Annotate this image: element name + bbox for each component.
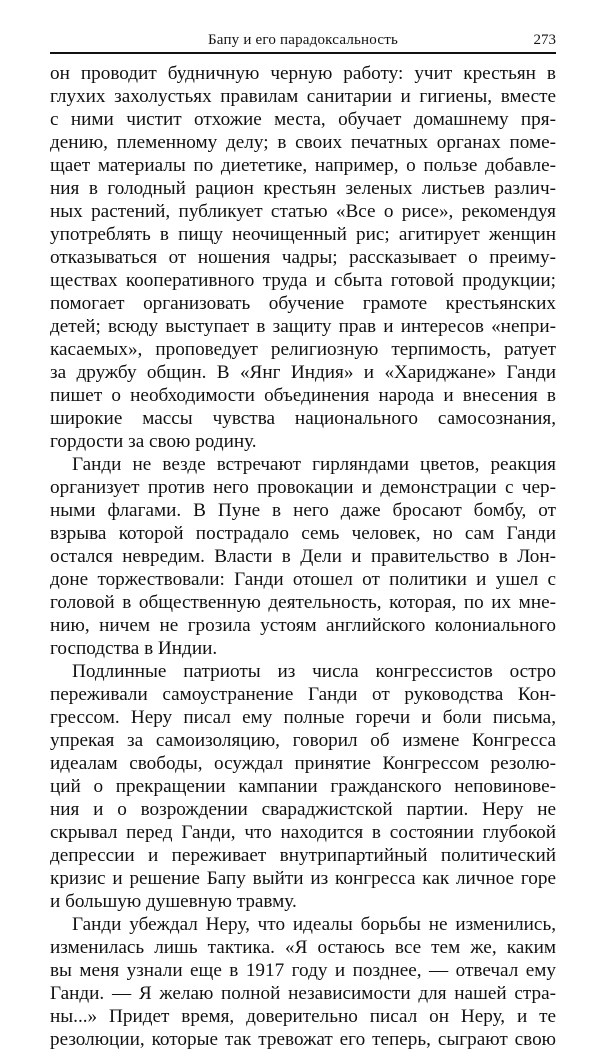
- text-line: вы меня узнали еще в 1917 году и позднее, — отвечал ему: [50, 960, 556, 981]
- text-line: депрессии и переживает внутрипартийный политический: [50, 845, 556, 866]
- text-line: кризис и решение Бапу выйти из конгресса как личное горе: [50, 868, 556, 889]
- paragraph: [50, 660, 556, 913]
- text-line: ществах кооперативного труда и сбыта готовой продукции;: [50, 270, 556, 291]
- text-line: ны...» Придет время, доверительно писал он Неру, и те: [50, 1006, 556, 1027]
- text-line: доне торжествовали: Ганди отошел от политики и ушел с: [50, 569, 556, 590]
- text-line: ния в голодный рацион крестьян зеленых листьев различ-: [50, 178, 556, 199]
- text-line: Ганди. — Я желаю полной независимости для нашей стра-: [50, 983, 556, 1004]
- paragraph: [50, 913, 556, 1051]
- text-line: взрыва которой пострадало семь человек, но сам Ганди: [50, 523, 556, 544]
- text-line: нию, ничем не грозила устоям английского колониального: [50, 615, 556, 636]
- text-line: гордости за свою родину.: [50, 431, 257, 452]
- text-line: Ганди убеждал Неру, что идеалы борьбы не изменились,: [72, 914, 556, 935]
- paragraph: [50, 453, 556, 660]
- text-line: помогает организовать обучение грамоте крестьянских: [50, 293, 556, 314]
- text-line: Ганди не везде встречают гирляндами цветов, реакция: [72, 454, 556, 475]
- text-line: грессом. Неру писал ему полные горечи и боли письма,: [50, 707, 556, 728]
- text-line: Подлинные патриоты из числа конгрессистов остро: [72, 661, 556, 682]
- page-number: 273: [533, 32, 556, 48]
- text-line: изменилась лишь тактика. «Я остаюсь все тем же, каким: [50, 937, 556, 958]
- text-line: переживали самоустранение Ганди от руководства Кон-: [50, 684, 556, 705]
- text-line: организует против него провокации и демонстрации с чер-: [50, 477, 556, 498]
- body-text: [50, 62, 556, 1051]
- text-line: глухих захолустьях правилам санитарии и гигиены, вместе: [50, 86, 556, 107]
- text-line: идеалам свободы, осуждал принятие Конгрессом резолю-: [50, 753, 556, 774]
- text-line: ния и о возрождении свараджистской партии. Неру не: [50, 799, 556, 820]
- text-line: детей; всюду выступает в защиту прав и интересов «непри-: [50, 316, 556, 337]
- text-line: с ними чистит отхожие места, обучает домашнему пря-: [50, 109, 556, 130]
- text-line: ций о прекращении кампании гражданского неповинове-: [50, 776, 556, 797]
- text-line: отказываться от ношения чадры; рассказывает о преиму-: [50, 247, 556, 268]
- text-line: пишет о необходимости объединения народа и внесения в: [50, 385, 556, 406]
- text-line: щает материалы по диететике, например, о пользе добавле-: [50, 155, 556, 176]
- text-line: употреблять в пищу неочищенный рис; агитирует женщин: [50, 224, 556, 245]
- page-header: [50, 30, 556, 54]
- text-line: широкие массы чувства национального самосознания,: [50, 408, 556, 429]
- paragraph: [50, 62, 556, 453]
- running-title: Бапу и его парадоксальность: [207, 32, 398, 48]
- text-line: скрывал перед Ганди, что находится в состоянии глубокой: [50, 822, 556, 843]
- text-line: касаемых», проповедует религиозную терпимость, ратует: [50, 339, 556, 360]
- text-line: резолюции, которые так тревожат его теперь, сыграют свою: [50, 1029, 556, 1050]
- text-line: за дружбу общин. В «Янг Индия» и «Хариджане» Ганди: [50, 362, 556, 383]
- text-line: ных растений, публикует статью «Все о рисе», рекомендуя: [50, 201, 556, 222]
- text-line: остался невредим. Власти в Дели и правительство в Лон-: [50, 546, 556, 567]
- text-line: господства в Индии.: [50, 638, 218, 659]
- text-line: головой в общественную деятельность, которая, по их мне-: [50, 592, 556, 613]
- text-line: ными флагами. В Пуне в него даже бросают бомбу, от: [50, 500, 556, 521]
- text-line: и большую душевную травму.: [50, 891, 297, 912]
- text-line: упрекая за самоизоляцию, говорил об измене Конгресса: [50, 730, 556, 751]
- text-line: он проводит будничную черную работу: учит крестьян в: [50, 63, 556, 84]
- text-line: дению, племенному делу; в своих печатных органах поме-: [50, 132, 556, 153]
